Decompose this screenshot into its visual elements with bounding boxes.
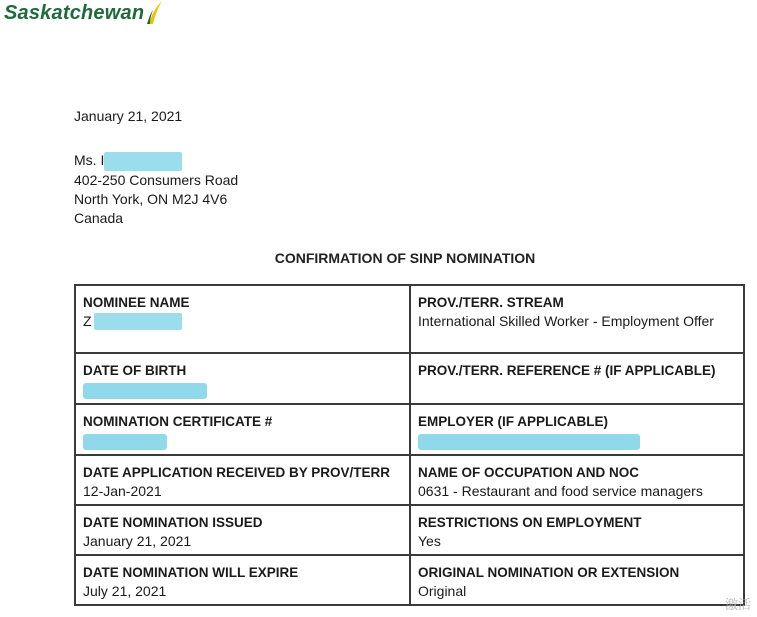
cell-value: July 21, 2021 (83, 583, 167, 599)
cell-label: DATE APPLICATION RECEIVED BY PROV/TERR (83, 465, 391, 480)
cell-label: DATE NOMINATION ISSUED (83, 515, 263, 530)
address-line-2: North York, ON M2J 4V6 (74, 190, 228, 207)
cell-value: January 21, 2021 (83, 533, 192, 549)
cell-value (83, 312, 403, 330)
occupation-cell (410, 455, 744, 505)
nomination-expiry-cell (75, 555, 410, 605)
saskatchewan-logo (4, 0, 164, 30)
reference-cell (410, 353, 744, 404)
application-received-cell (75, 455, 410, 505)
cell-value: International Skilled Worker - Employment Offer (418, 313, 714, 329)
cell-value: 12-Jan-2021 (83, 483, 162, 499)
redaction-mark (104, 152, 182, 171)
address-salutation-line (74, 151, 238, 171)
address-line-3: Canada (74, 209, 124, 226)
redaction-mark (418, 434, 640, 450)
redaction-mark (94, 313, 182, 330)
document-title: CONFIRMATION OF SINP NOMINATION (274, 250, 536, 266)
cell-label: PROV./TERR. STREAM (418, 295, 564, 310)
logo-text: Saskatchewan (4, 2, 145, 24)
nomination-issued-cell (75, 505, 410, 555)
cell-label: NAME OF OCCUPATION AND NOC (418, 465, 639, 480)
date-of-birth-cell (75, 353, 410, 404)
watermark-text: 激活 (724, 598, 751, 613)
wheat-sheaf-icon (146, 0, 164, 26)
nominee-name-cell (75, 285, 410, 353)
table-row (75, 404, 744, 455)
table-row (75, 505, 744, 555)
restrictions-cell (410, 505, 744, 555)
address-salutation: Ms. I (74, 152, 105, 168)
address-line-1: 402-250 Consumers Road (74, 171, 239, 188)
cell-label: DATE NOMINATION WILL EXPIRE (83, 565, 299, 580)
cell-label: EMPLOYER (IF APPLICABLE) (418, 414, 609, 429)
redaction-mark (83, 383, 207, 399)
cell-label: DATE OF BIRTH (83, 363, 187, 378)
nomination-type-cell (410, 555, 744, 605)
cell-label: PROV./TERR. REFERENCE # (IF APPLICABLE) (418, 363, 716, 378)
cell-label: NOMINEE NAME (83, 295, 190, 310)
cell-label: ORIGINAL NOMINATION OR EXTENSION (418, 565, 680, 580)
table-row (75, 455, 744, 505)
redaction-mark (83, 434, 167, 450)
cell-value-text: Z (83, 313, 92, 329)
letter-date: January 21, 2021 (74, 108, 183, 124)
cell-value: Original (418, 583, 467, 599)
employer-cell (410, 404, 744, 455)
cell-label: RESTRICTIONS ON EMPLOYMENT (418, 515, 642, 530)
recipient-address (74, 151, 238, 228)
cell-value: Yes (418, 533, 441, 549)
table-row (75, 353, 744, 404)
stream-cell (410, 285, 744, 353)
table-row (75, 555, 744, 605)
cell-label: NOMINATION CERTIFICATE # (83, 414, 273, 429)
cell-value: 0631 - Restaurant and food service managers (418, 483, 703, 499)
table-row (75, 285, 744, 353)
nomination-table (74, 284, 745, 606)
certificate-cell (75, 404, 410, 455)
